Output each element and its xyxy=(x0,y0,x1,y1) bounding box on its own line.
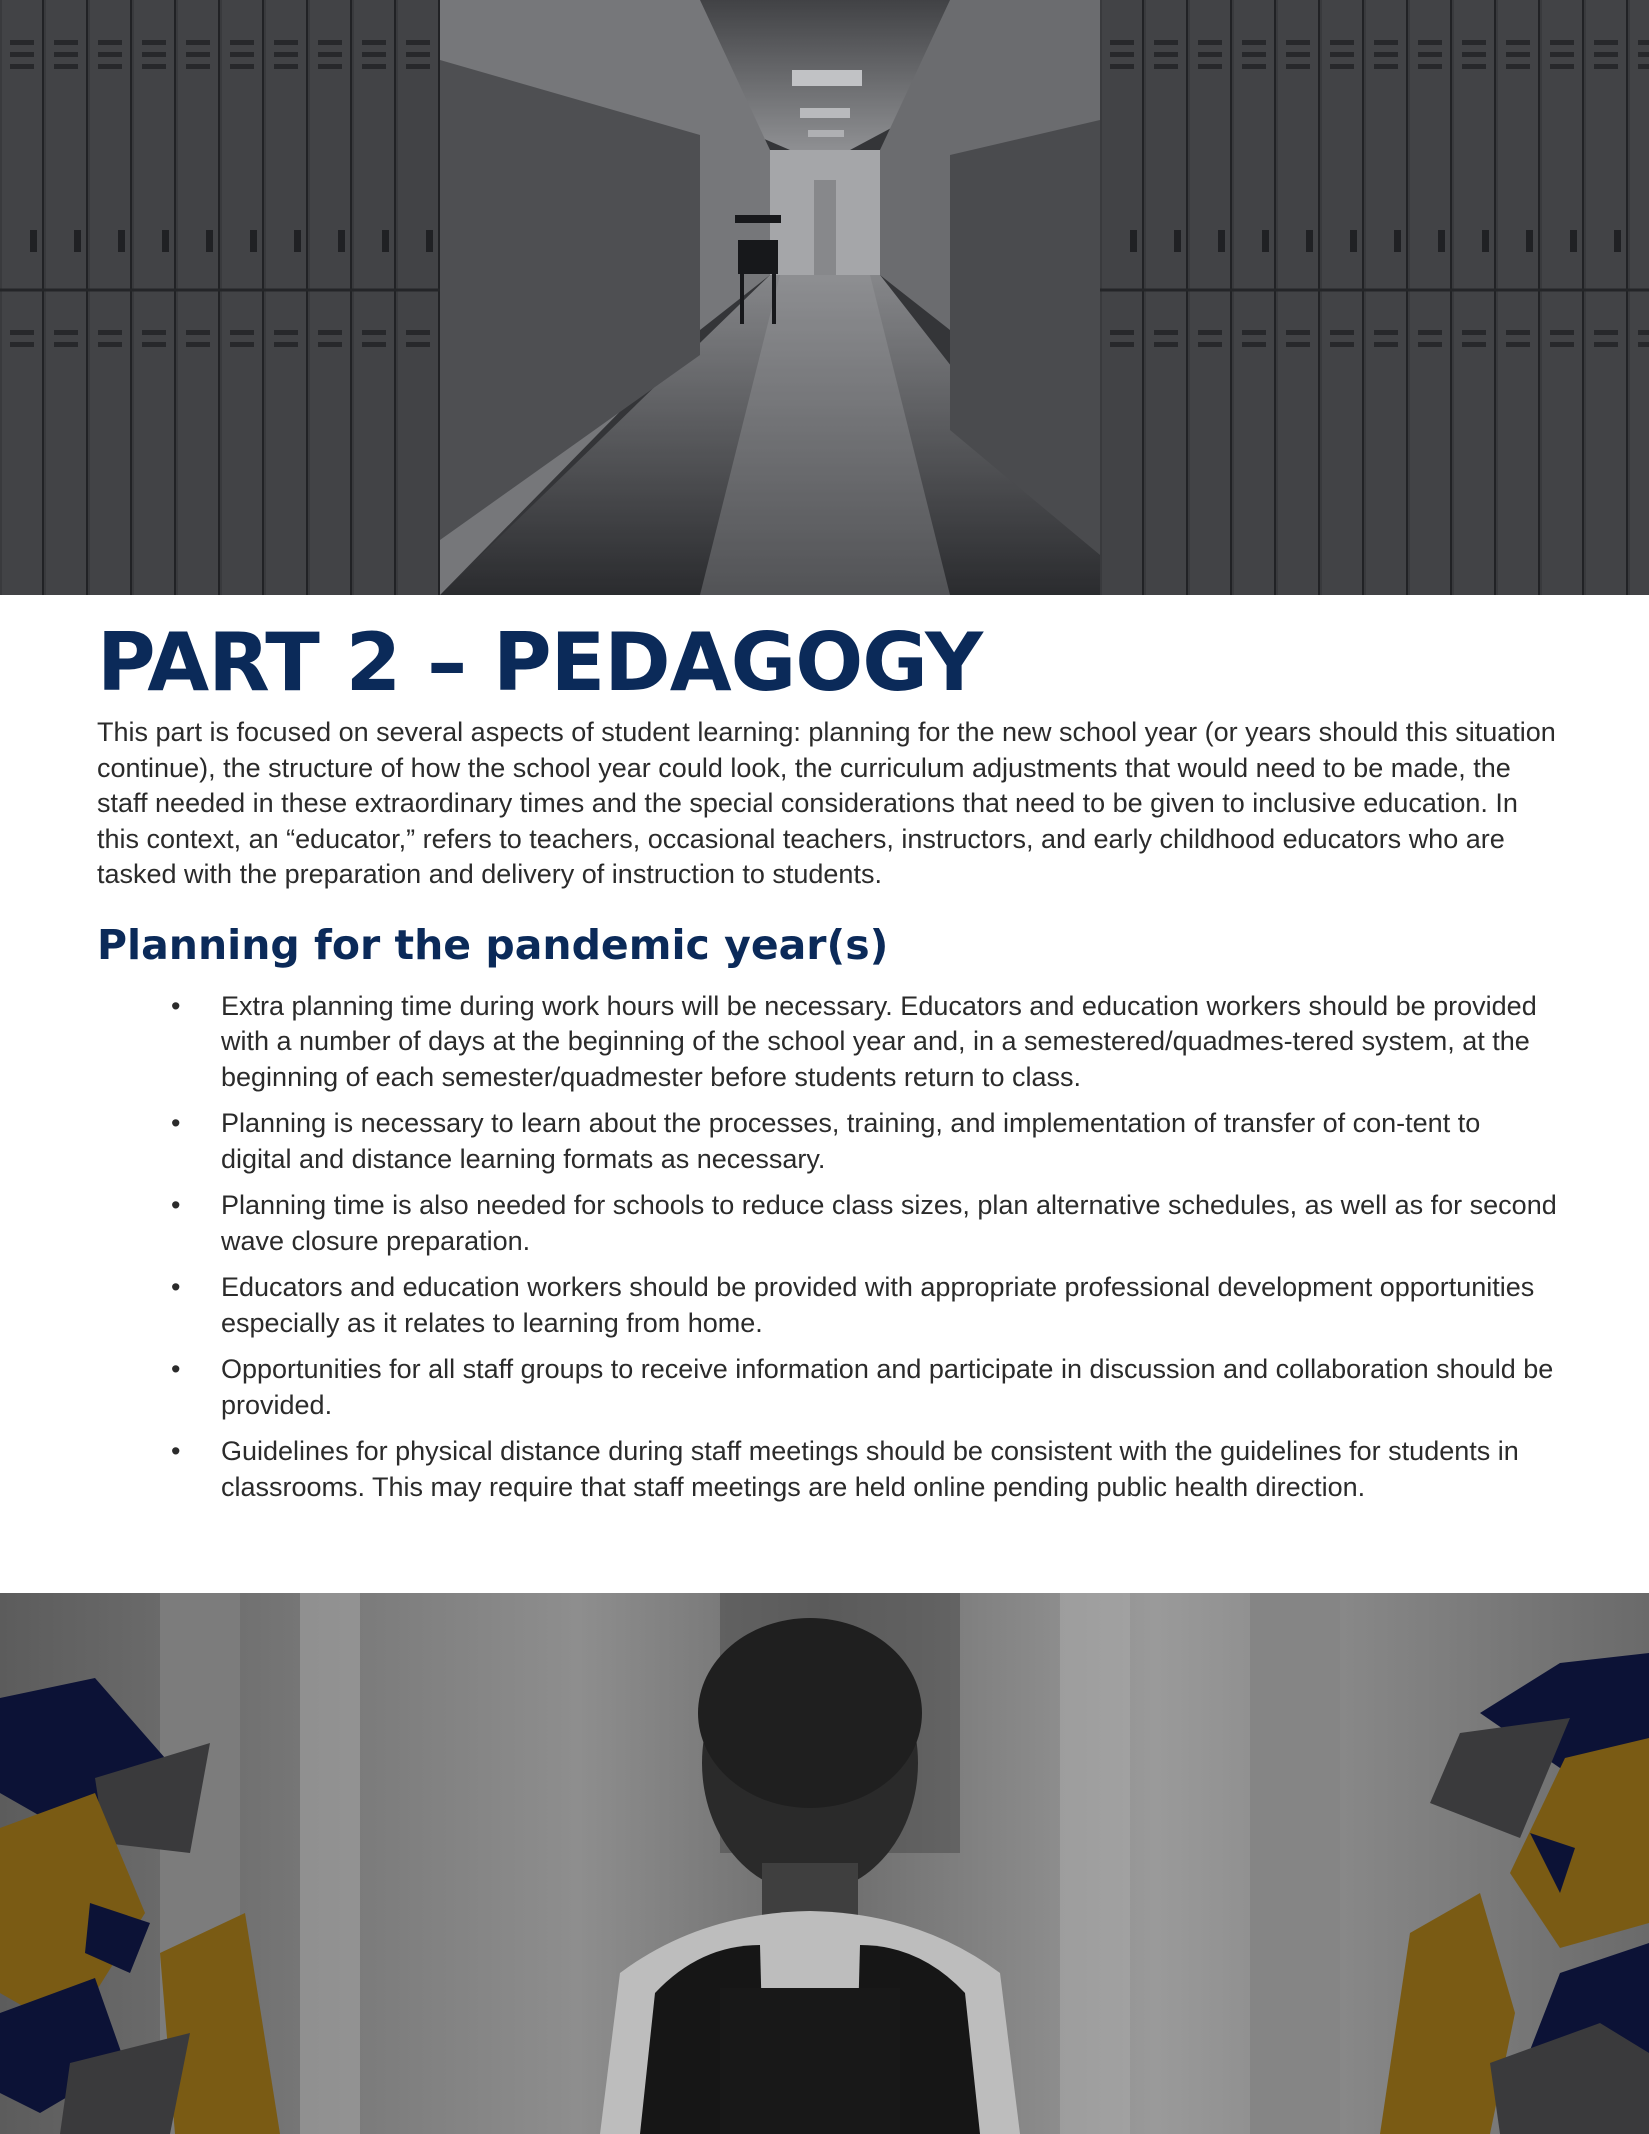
bullet-text: Guidelines for physical distance during staff meetings should be consistent with the guidelines for students in classrooms. This may require that staff meetings are held online pending public health direction. xyxy=(221,1436,1519,1502)
bullet-list xyxy=(97,989,1557,1506)
bullet-marker: • xyxy=(171,1354,181,1384)
bullet-marker: • xyxy=(171,1108,181,1138)
bullet-text: Planning is necessary to learn about the processes, training, and implementation of transfer of con-tent to digital and distance learning formats as necessary. xyxy=(221,1108,1481,1174)
bullet-text: Educators and education workers should be provided with appropriate professional development opportunities especially as it relates to learning from home. xyxy=(221,1272,1535,1338)
hallway-lockers-photo xyxy=(0,0,1649,595)
student-backpack-photo xyxy=(0,1593,1649,2134)
bullet-marker: • xyxy=(171,1190,181,1220)
bullet-text: Opportunities for all staff groups to receive information and participate in discussion and collaboration should be provided. xyxy=(221,1354,1554,1420)
bullet-item xyxy=(97,1106,1557,1177)
bullet-marker: • xyxy=(171,990,181,1021)
bullet-marker: • xyxy=(171,1272,181,1302)
bullet-marker: • xyxy=(171,1436,181,1466)
bullet-text: Planning time is also needed for schools to reduce class sizes, plan alternative schedules, as well as for second wave closure preparation. xyxy=(221,1190,1557,1256)
intro-paragraph: This part is focused on several aspects of student learning: planning for the new school year (or years should this situation continue), the structure of how the school year could look, the curriculum adjustments that would need to be made, the staff needed in these extraordinary times and the special considerations that need to be given to inclusive education. In this context, an “educator,” refers to teachers, occasional teachers, instructors, and early childhood educators who are tasked with the preparation and delivery of instruction to students. xyxy=(97,717,1556,889)
bullet-item xyxy=(97,1434,1557,1505)
bullet-item xyxy=(97,1188,1557,1259)
bullet-text: Extra planning time during work hours will be necessary. Educators and education workers should be provided with a number of days at the beginning of the school year and, in a semestered/quadmes-tered system, at the beginning of each semester/quadmester before students return to class. xyxy=(221,990,1537,1092)
page-title: PART 2 – PEDAGOGY xyxy=(97,616,983,709)
bullet-item xyxy=(97,1270,1557,1341)
section-heading: Planning for the pandemic year(s) xyxy=(97,920,889,969)
bullet-item xyxy=(97,989,1557,1096)
bullet-item xyxy=(97,1352,1557,1423)
